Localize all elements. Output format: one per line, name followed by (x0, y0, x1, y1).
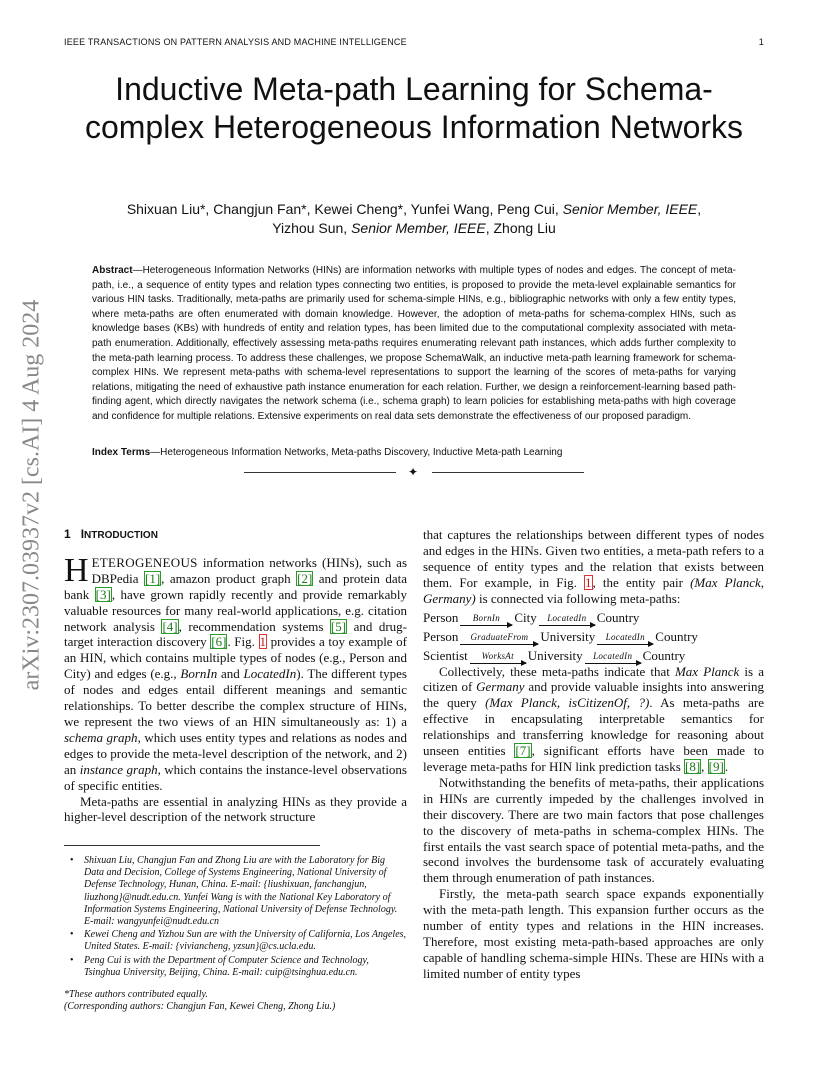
author-honor: Senior Member, IEEE (562, 201, 698, 217)
footnote-affiliation-2: • Kewei Cheng and Yizhou Sun are with the University of California, Los Angeles, United States. E-mail: {viviancheng, yzsun}@cs.ucla.edu. (84, 929, 407, 953)
figure-link[interactable]: 1 (259, 634, 266, 650)
index-terms (92, 446, 736, 460)
relation-arrow (539, 614, 595, 626)
intro-paragraph-2: Meta-paths are essential in analyzing HINs as they provide a higher-level description of the network structure (64, 793, 407, 825)
emphasis: schema graph (64, 729, 138, 745)
divider-line-right (432, 472, 584, 473)
body-text: . As meta-paths are effective in encapsulating interpretable semantics for relationships and transferring knowledge for reasoning about unseen entities (423, 695, 765, 759)
emphasis: (Max Planck, Germany) (423, 574, 764, 606)
collectively-paragraph (423, 664, 764, 775)
citation-link[interactable]: [3] (95, 586, 111, 602)
relation-label: LocatedIn (605, 631, 645, 642)
meta-path-3 (423, 645, 764, 664)
index-terms-label: Index Terms (92, 447, 151, 458)
body-text: and drug-target interaction discovery (64, 618, 407, 650)
relation-label: BornIn (472, 612, 501, 623)
emphasis: (Max Planck, isCitizenOf, ?) (485, 695, 650, 711)
citation-link[interactable]: [9] (708, 758, 724, 774)
arxiv-watermark (12, 295, 52, 695)
emphasis: instance graph (79, 761, 158, 777)
relation-label: LocatedIn (547, 612, 587, 623)
math-relation: BornIn (180, 666, 218, 682)
footnote-affiliation-1: • Shixuan Liu, Changjun Fan and Zhong Liu are with the Laboratory for Big Data and Decision, College of Systems Engineering, National University of Defense Technology, Hunan, China. E-mail: {liushixuan, fanchangjun, liuzhong}@nudt.edu.cn. Yunfei Wang is with the National Key Laboratory of Information Systems Engineering, National University of Defense Technology. E-mail: wangyunfei@nudt.edu.cn (84, 855, 407, 928)
section-divider (244, 465, 584, 479)
abstract (92, 264, 736, 425)
authors-text: Yizhou Sun, (272, 220, 352, 236)
diamond-icon: ✦ (408, 465, 419, 479)
arxiv-id: arXiv:2307.03937v2 [cs.AI] 4 Aug 2024 (18, 299, 45, 691)
citation-link[interactable]: [6] (211, 634, 227, 650)
meta-path-paragraph (423, 527, 764, 607)
entity-type: University (527, 647, 583, 663)
body-text: and protein data bank (64, 570, 407, 602)
body-text: , the entity pair (592, 574, 691, 590)
journal-name: IEEE TRANSACTIONS ON PATTERN ANALYSIS AND MACHINE INTELLIGENCE (64, 37, 407, 47)
meta-path-2 (423, 626, 764, 645)
intro-paragraph-1 (64, 551, 408, 794)
notwithstanding-paragraph: Notwithstanding the benefits of meta-paths, their applications in HINs are currently impeded by the challenges involved in their discovery. There are two main factors that pose challenges to the discovery of meta-paths in schema-complex HINs. The first entails the vast search space of potential meta-paths, and the second involves the burdensome task of accurately evaluating them through enumeration of path instances. (423, 774, 764, 886)
right-column (423, 527, 764, 982)
divider-line-left (244, 472, 396, 473)
footnotes (64, 855, 407, 1013)
body-text: and (217, 666, 244, 682)
meta-path-list (423, 607, 764, 664)
entity-type: Country (655, 628, 698, 644)
citation-link[interactable]: [2] (297, 570, 313, 586)
corresponding-authors-note: (Corresponding authors: Changjun Fan, Kewei Cheng, Zhong Liu.) (64, 1001, 336, 1013)
section-title-initial: I (80, 527, 85, 541)
page-number: 1 (758, 37, 764, 47)
authors-text: , (697, 201, 702, 217)
relation-label: GraduateFrom (470, 631, 529, 642)
smallcaps-lead: ETEROGENEOUS (91, 554, 198, 570)
left-column (64, 527, 407, 825)
entity-type: Person (423, 609, 459, 625)
abstract-label: Abstract (92, 265, 133, 276)
section-title-rest: NTRODUCTION (84, 530, 158, 541)
body-text: ). The different types of nodes and edges entail different meanings and semantic relationships. To better describe the complex structure of HINs, we represent the two views of an HIN simultaneously as: 1) a (64, 666, 407, 729)
entity-type: Country (642, 647, 686, 663)
section-number: 1 (64, 527, 71, 541)
math-relation: LocatedIn (243, 666, 297, 682)
authors-text: Shixuan Liu*, Changjun Fan*, Kewei Cheng*, Yunfei Wang, Peng Cui, (126, 201, 563, 217)
body-text: that captures the relationships between different types of nodes and edges in the HINs. Given two entities, a meta-path refers to a sequence of entity types and the relation that exists between them. For example, in Fig. (423, 527, 764, 590)
citation-link[interactable]: [1] (145, 570, 161, 586)
relation-arrow (585, 652, 641, 664)
entity-type: Person (423, 628, 459, 644)
author-line-1 (70, 200, 758, 219)
emphasis: Germany (476, 679, 525, 695)
running-header (64, 37, 764, 47)
paper-title: Inductive Meta-path Learning for Schema-complex Heterogeneous Information Networks (84, 71, 744, 145)
figure-link[interactable]: 1 (585, 574, 592, 590)
author-honor: Senior Member, IEEE (351, 220, 486, 236)
emphasis: Max Planck (674, 663, 740, 679)
dropcap: H (64, 551, 89, 589)
citation-link[interactable]: [8] (685, 758, 701, 774)
relation-label: WorksAt (481, 650, 514, 661)
authors-text: , Zhong Liu (485, 220, 556, 236)
body-text: , recommendation systems (178, 618, 330, 634)
relation-arrow (597, 633, 653, 645)
author-list (70, 200, 758, 238)
abstract-text: —Heterogeneous Information Networks (HINs) are information networks with multiple types of nodes and edges. The concept of meta-path, i.e., a sequence of entity types and relation types connecting two entities, is proposed to provide the meta-level explainable semantics for various HIN tasks. Traditionally, meta-paths are primarily used for schema-simple HINs, e.g., bibliographic networks with only a few entity types, where meta-paths are often enumerated with domain knowledge. However, the adoption of meta-paths for schema-complex HINs, such as knowledge bases (KBs) with hundreds of entity and relation types, has been limited due to the computational complexity associated with meta-path enumeration. Additionally, effectively assessing meta-paths requires enumerating relevant path instances, which adds further complexity to the meta-path learning process. To address these challenges, we propose SchemaWalk, an inductive meta-path learning framework for schema-complex HINs. We represent meta-paths with schema-level representations to support the learning of the scores of meta-paths for varying relations, mitigating the need of exhaustive path instance enumeration for each relation. Further, we design a reinforcement-learning based path-finding agent, which directly navigates the network schema (i.e., schema graph) to learn policies for establishing meta-paths with high coverage and confidence for multiple relations. Extensive experiments on real data sets demonstrate the effectiveness of our proposed paradigm. (92, 265, 736, 422)
citation-link[interactable]: [5] (330, 618, 347, 634)
entity-type: Scientist (423, 647, 468, 663)
entity-type: Country (596, 609, 640, 625)
relation-arrow (460, 614, 512, 626)
author-line-2 (70, 219, 758, 238)
entity-type: University (540, 628, 596, 644)
equal-contribution-note: *These authors contributed equally. (64, 989, 208, 1001)
footnote-rule (64, 845, 320, 846)
body-text: , have grown rapidly recently and provide remarkably valuable resources for many real-world applications, e.g. citation network analysis (64, 586, 407, 634)
entity-type: City (514, 609, 537, 625)
relation-label: LocatedIn (593, 650, 633, 661)
citation-link[interactable]: [4] (162, 618, 178, 634)
body-text: , significant efforts have been made to leverage meta-paths for HIN link prediction tasks (423, 743, 764, 774)
body-text: , which contains the instance-level observations of specific entities. (64, 761, 407, 793)
body-text: provides a toy example of an HIN, which contains multiple types of nodes (e.g., Person and City) and edges (e.g., (64, 634, 408, 682)
body-text: , (701, 758, 708, 774)
body-text: information networks (HINs), such as DBPedia (91, 554, 407, 586)
body-text: and provide valuable insights into answering the query (423, 679, 764, 711)
meta-path-1 (423, 607, 764, 626)
body-text: . Fig. (227, 634, 259, 650)
body-text: , which uses entity types and relations as nodes and edges to provide the meta-level description of the network, and 2) an (64, 729, 408, 777)
index-terms-text: —Heterogeneous Information Networks, Meta-paths Discovery, Inductive Meta-path Learning (150, 447, 563, 458)
section-heading (64, 527, 407, 544)
body-text: is a citizen of (423, 663, 764, 695)
body-text: . (724, 758, 729, 774)
body-text: Collectively, these meta-paths indicate that (439, 663, 675, 679)
relation-arrow (460, 633, 538, 645)
body-text: , amazon product graph (161, 570, 297, 586)
body-text: is connected via following meta-paths: (475, 590, 681, 606)
firstly-paragraph: Firstly, the meta-path search space expands exponentially with the meta-path length. This expansion further occurs as the number of entity types and relations in the HIN increases. Therefore, most existing meta-path-based approaches are only capable of handling schema-simple HINs. These are HINs with a limited number of entity types (423, 886, 764, 981)
relation-arrow (470, 652, 526, 664)
citation-link[interactable]: [7] (515, 743, 531, 759)
footnote-affiliation-3: • Peng Cui is with the Department of Computer Science and Technology, Tsinghua University, Beijing, China. E-mail: cuip@tsinghua.edu.cn. (84, 955, 407, 979)
